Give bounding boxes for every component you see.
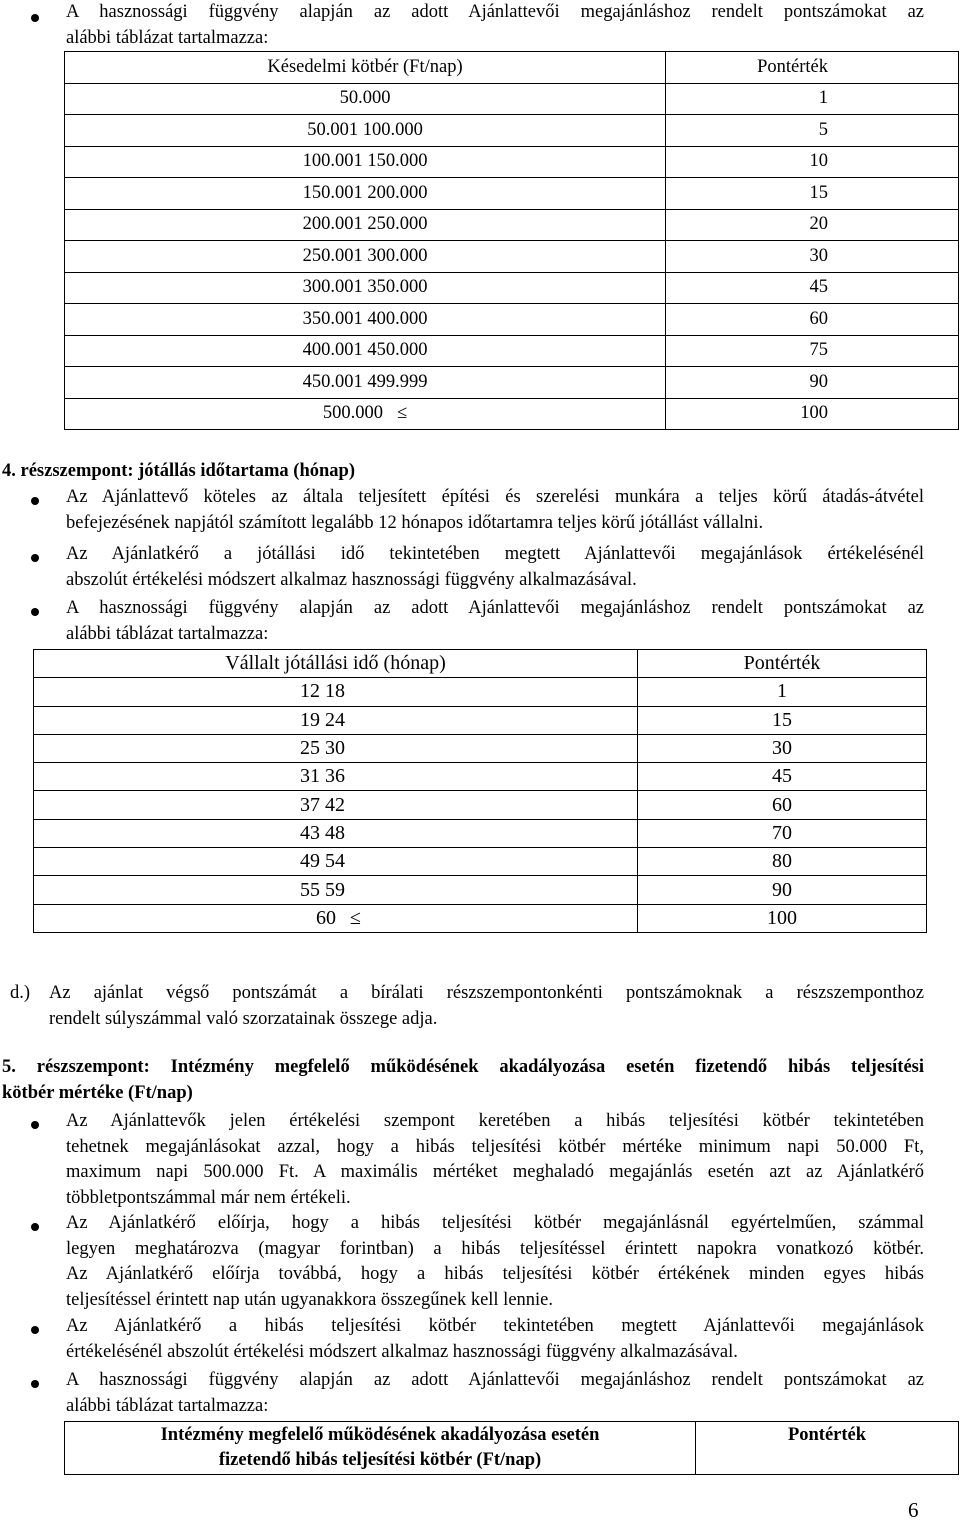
table-cell: 100.001 150.000 xyxy=(65,146,666,178)
table-cell: 20 xyxy=(666,209,959,241)
table-row xyxy=(65,272,959,304)
table-cell: 30 xyxy=(638,734,927,762)
table-cell: 10 xyxy=(666,146,959,178)
section-heading: 4. részszempont: jótállás időtartama (hónap) xyxy=(2,461,355,481)
table-row xyxy=(65,209,959,241)
bullet-icon xyxy=(31,497,39,505)
table-header-cell: Pontérték xyxy=(638,650,927,678)
table-cell: 15 xyxy=(638,706,927,734)
table-cell: 60 xyxy=(638,791,927,819)
table-cell: 100 xyxy=(666,398,959,430)
table-cell: 100 xyxy=(638,904,927,932)
table-cell: 150.001 200.000 xyxy=(65,178,666,210)
table-cell: 50.000 xyxy=(65,83,666,115)
table-cell: 70 xyxy=(638,819,927,847)
table-row xyxy=(65,367,959,399)
bullet-paragraph: A hasznossági függvény alapján az adott Ajánlattevői megajánláshoz rendelt pontszámokat az alábbi táblázat tartalmazza: xyxy=(66,1370,924,1416)
table-cell: 80 xyxy=(638,848,927,876)
table-header-row xyxy=(65,1422,959,1475)
table-cell: 250.001 300.000 xyxy=(65,241,666,273)
table-header-cell: Pontérték xyxy=(696,1422,959,1475)
table-cell: 1 xyxy=(638,678,927,706)
late-penalty-table xyxy=(64,51,959,430)
table-row xyxy=(34,706,927,734)
less-equal-symbol: ≤ xyxy=(396,403,408,424)
table-row xyxy=(65,146,959,178)
bullet-icon xyxy=(31,1121,39,1129)
table-row xyxy=(34,876,927,904)
bullet-icon xyxy=(31,1380,39,1388)
table-row xyxy=(65,398,959,430)
table-cell: 1 xyxy=(666,83,959,115)
table-header-row xyxy=(34,650,927,678)
table-row xyxy=(65,115,959,147)
bullet-paragraph: Az Ajánlattevő köteles az általa teljesített építési és szerelési munkára a teljes körű átadás-átvétel befejezésének napjától számított legalább 12 hónapos időtartamra teljes körű jótállást vállalni. xyxy=(66,487,924,533)
table-cell: 12 18 xyxy=(34,678,638,706)
table-header-cell: Késedelmi kötbér (Ft/nap) xyxy=(65,52,666,84)
table-cell: 30 xyxy=(666,241,959,273)
table-cell: 200.001 250.000 xyxy=(65,209,666,241)
bullet-icon xyxy=(31,608,39,616)
table-cell: 19 24 xyxy=(34,706,638,734)
table-cell: 43 48 xyxy=(34,819,638,847)
section-label: d.) xyxy=(10,983,31,1003)
table-cell: 500.000 ≤ xyxy=(65,398,666,430)
table-row xyxy=(34,678,927,706)
table-row xyxy=(65,178,959,210)
table-cell: 400.001 450.000 xyxy=(65,335,666,367)
bullet-icon xyxy=(31,14,39,22)
bullet-icon xyxy=(31,1326,39,1334)
table-row xyxy=(65,83,959,115)
table-row xyxy=(34,819,927,847)
bullet-paragraph: Az Ajánlatkérő a jótállási idő tekintetében megtett Ajánlattevői megajánlások értékelésénél abszolút értékelési módszert alkalmaz hasznossági függvény alkalmazásával. xyxy=(66,544,924,590)
table-cell: 45 xyxy=(666,272,959,304)
table-cell: 350.001 400.000 xyxy=(65,304,666,336)
bullet-paragraph: A hasznossági függvény alapján az adott Ajánlattevői megajánláshoz rendelt pontszámokat az alábbi táblázat tartalmazza: xyxy=(66,598,924,644)
defective-performance-table xyxy=(64,1421,959,1475)
bullet-paragraph: Az Ajánlattevők jelen értékelési szempont keretében a hibás teljesítési kötbér tekintetében tehetnek megajánlásokat azzal, hogy a hibás teljesítési kötbér mértéke minimum napi 50.000 Ft, maximum napi 500.000 Ft. A maximális mértéket meghaladó megajánlás esetén azt az Ajánlatkérő többletpontszámmal már nem értékeli. xyxy=(66,1111,924,1208)
table-cell: 60 ≤ xyxy=(34,904,638,932)
table-cell: 75 xyxy=(666,335,959,367)
table-row xyxy=(34,791,927,819)
warranty-table xyxy=(33,649,927,933)
table-row xyxy=(34,848,927,876)
bullet-paragraph: Az Ajánlatkérő előírja, hogy a hibás teljesítési kötbér megajánlásnál egyértelműen, számmal legyen meghatározva (magyar forintban) a hibás teljesítéssel érintett napokra vonatkozó kötbér. Az Ajánlatkérő előírja továbbá, hogy a hibás teljesítési kötbér értékének minden egyes hibás teljesítéssel érintett nap után ugyanakkora összegűnek kell lennie. xyxy=(66,1213,924,1310)
table-cell: 55 59 xyxy=(34,876,638,904)
table-header-row xyxy=(65,52,959,84)
table-cell: 90 xyxy=(666,367,959,399)
section-paragraph: Az ajánlat végső pontszámát a bírálati részszempontonkénti pontszámoknak a részszemponthoz rendelt súlyszámmal való szorzatainak összege adja. xyxy=(49,983,924,1029)
bullet-paragraph: Az Ajánlatkérő a hibás teljesítési kötbér tekintetében megtett Ajánlattevői megajánlások értékelésénél abszolút értékelési módszert alkalmaz hasznossági függvény alkalmazásával. xyxy=(66,1316,924,1362)
table-cell: 45 xyxy=(638,763,927,791)
table-cell: 25 30 xyxy=(34,734,638,762)
table-cell: 300.001 350.000 xyxy=(65,272,666,304)
bullet-paragraph: A hasznossági függvény alapján az adott Ajánlattevői megajánláshoz rendelt pontszámokat az alábbi táblázat tartalmazza: xyxy=(66,2,924,48)
table-cell: 5 xyxy=(666,115,959,147)
section-heading: 5. részszempont: Intézmény megfelelő működésének akadályozása esetén fizetendő hibás teljesítési kötbér mértéke (Ft/nap) xyxy=(2,1057,924,1103)
table-row xyxy=(34,763,927,791)
table-row xyxy=(65,241,959,273)
table-row xyxy=(34,734,927,762)
table-cell: 49 54 xyxy=(34,848,638,876)
table-row xyxy=(65,335,959,367)
bullet-icon xyxy=(31,1223,39,1231)
page-number: 6 xyxy=(908,1498,919,1522)
table-cell: 450.001 499.999 xyxy=(65,367,666,399)
table-header-cell: Intézmény megfelelő működésének akadályozása esetén fizetendő hibás teljesítési kötbér (Ft/nap) xyxy=(65,1422,696,1475)
table-cell: 31 36 xyxy=(34,763,638,791)
less-equal-symbol: ≤ xyxy=(350,906,361,929)
table-header-cell: Vállalt jótállási idő (hónap) xyxy=(34,650,638,678)
table-header-cell: Pontérték xyxy=(666,52,959,84)
table-cell: 60 xyxy=(666,304,959,336)
table-cell: 90 xyxy=(638,876,927,904)
table-cell: 50.001 100.000 xyxy=(65,115,666,147)
table-cell: 15 xyxy=(666,178,959,210)
table-cell: 37 42 xyxy=(34,791,638,819)
table-row xyxy=(34,904,927,932)
table-row xyxy=(65,304,959,336)
bullet-icon xyxy=(31,554,39,562)
